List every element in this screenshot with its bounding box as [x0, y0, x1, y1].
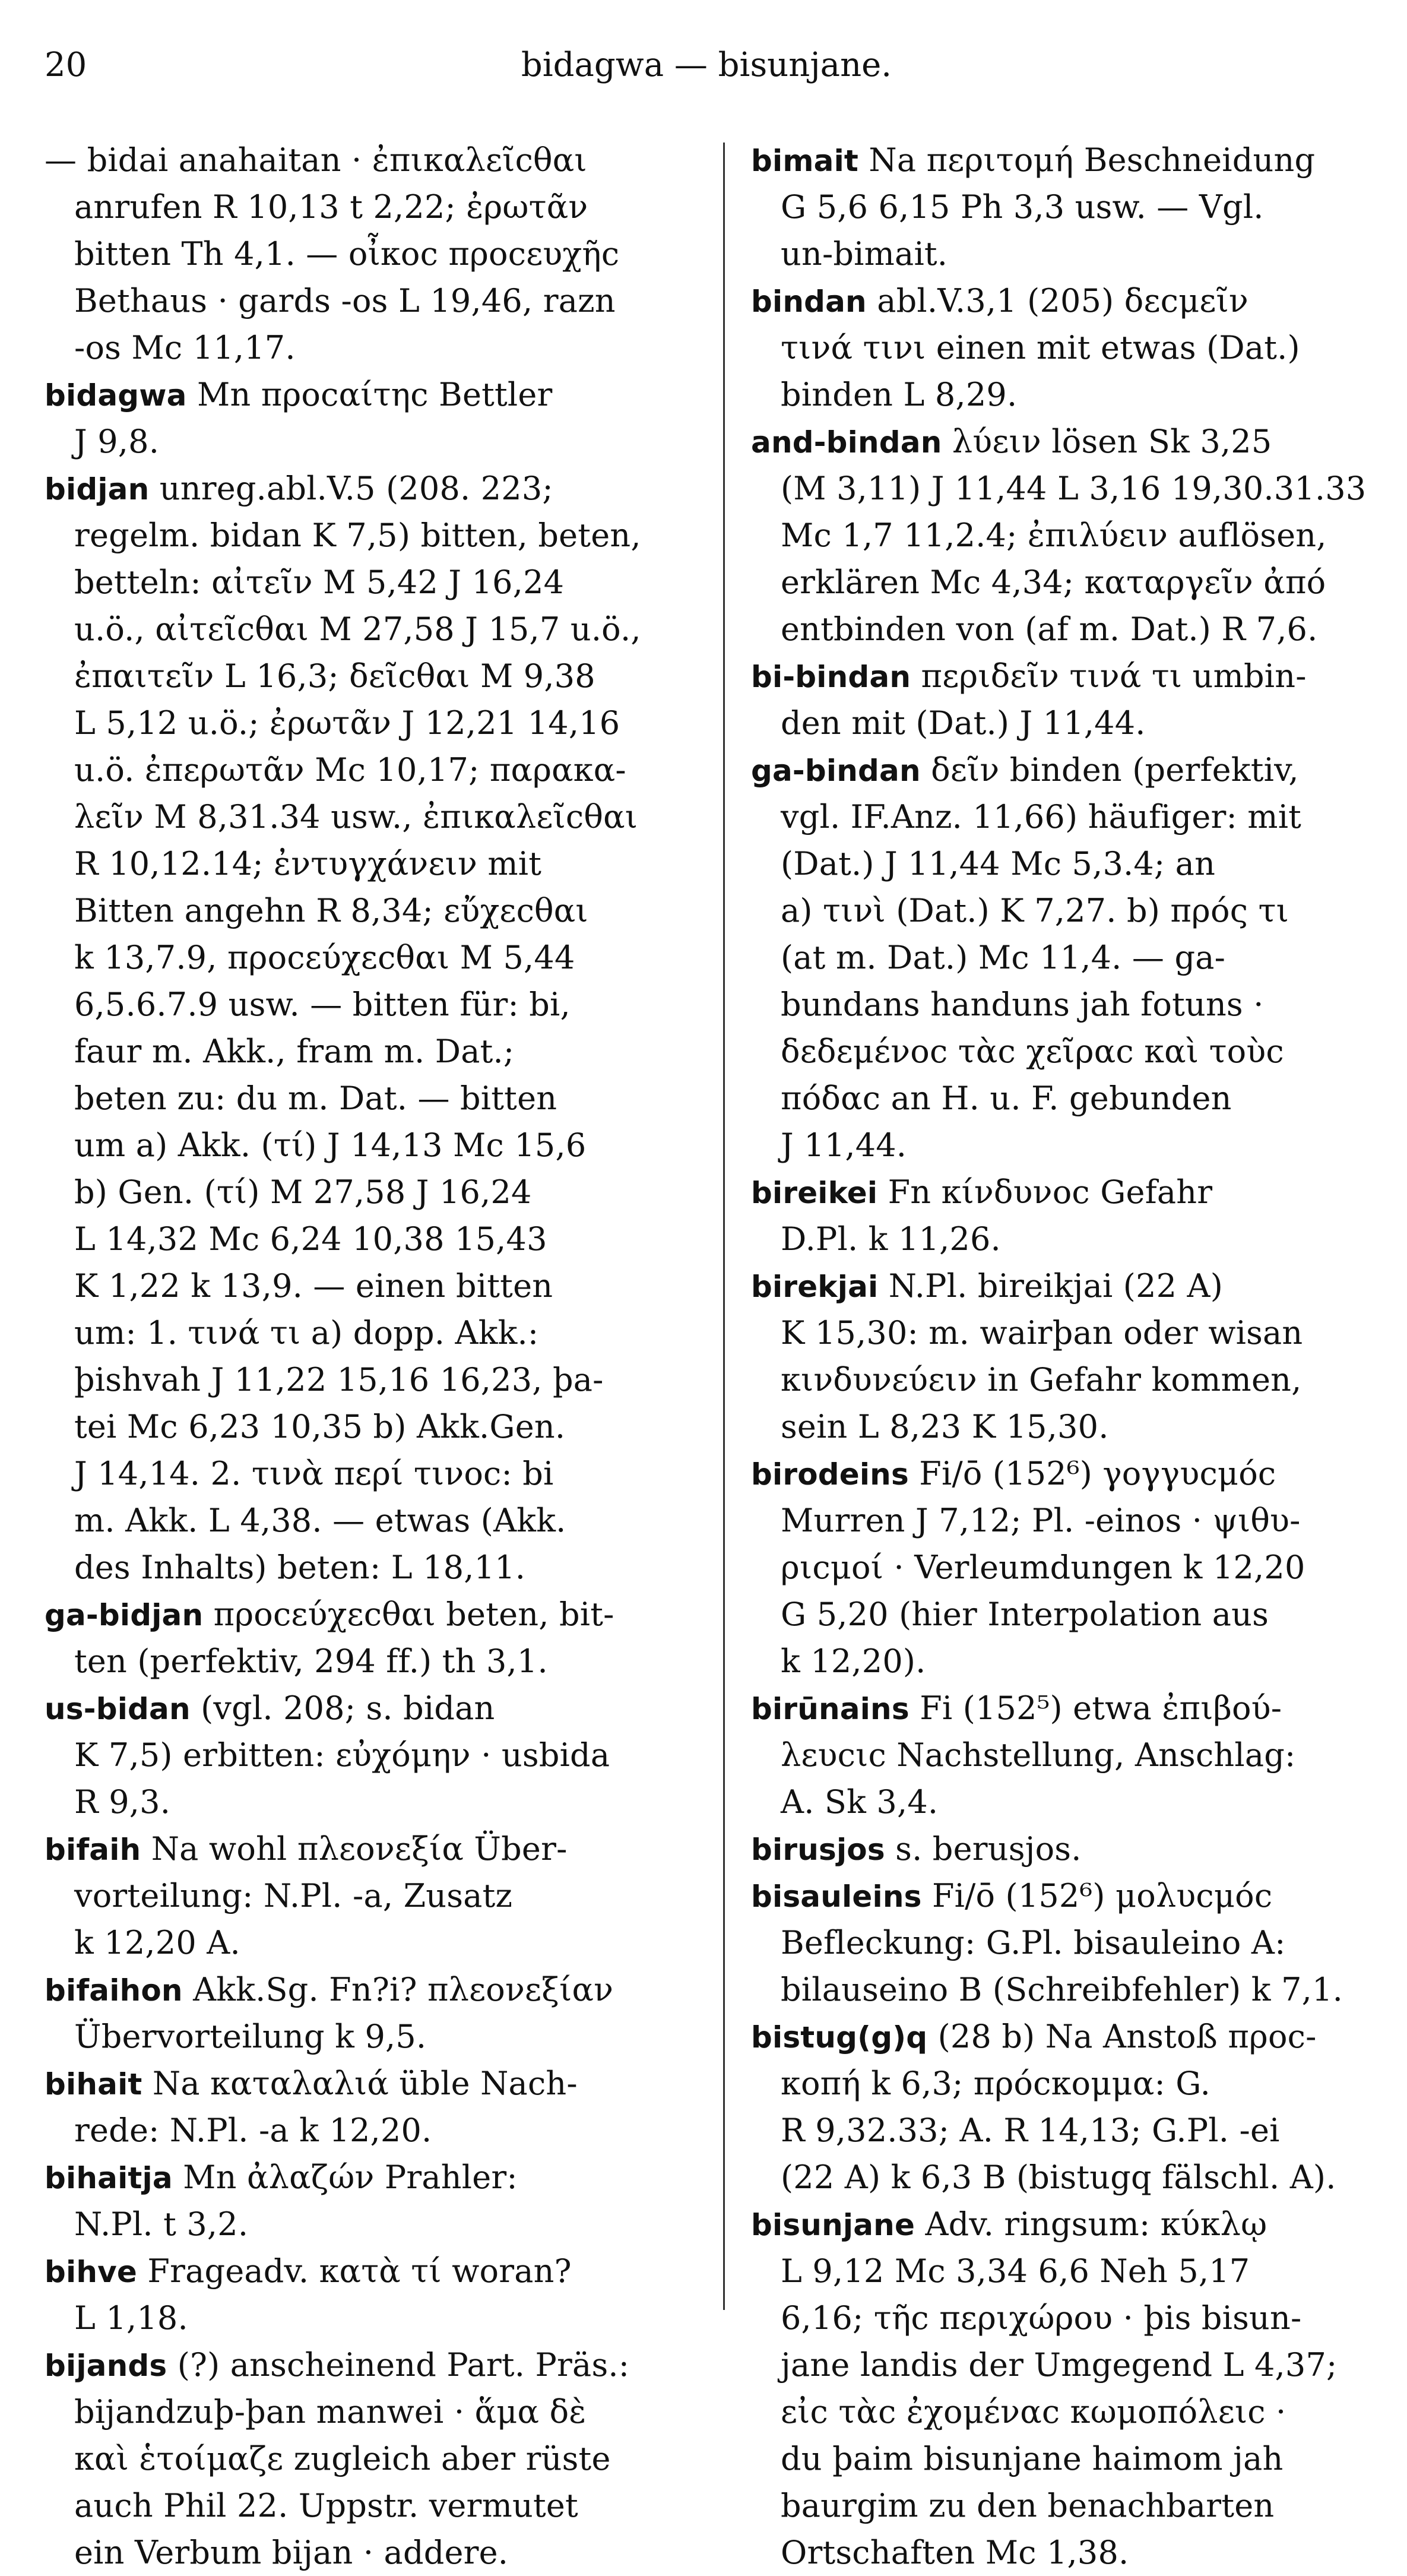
entry-continuation-line	[751, 1732, 1407, 1778]
entry-continuation-line	[751, 183, 1407, 230]
entry-continuation-line	[45, 2529, 706, 2576]
entry-line	[751, 653, 1407, 700]
entry-text: Fi/ō (152⁶) μολυcμόc	[921, 1877, 1273, 1914]
entry-text: (M 3,11) J 11,44 L 3,16 19,30.31.33	[781, 470, 1367, 507]
entry-continuation-line	[751, 2295, 1407, 2341]
entry-continuation-line	[45, 1919, 706, 1966]
entry-text: regelm. bidan K 7,5) bitten, beten,	[74, 517, 641, 554]
entry-text: ἐπαιτεῖν L 16,3; δεῖcθαι M 9,38	[74, 657, 595, 695]
entry-text: b) Gen. (τί) M 27,58 J 16,24	[74, 1173, 532, 1211]
entry-line	[751, 2013, 1407, 2060]
entry-continuation-line	[751, 606, 1407, 653]
entry-continuation-line	[45, 230, 706, 277]
entry-text: Murren J 7,12; Pl. -einos · ψιθυ-	[781, 1502, 1301, 1539]
entry-line	[45, 2248, 706, 2295]
entry-continuation-line	[751, 1919, 1407, 1966]
entry-line	[45, 1825, 706, 1872]
entry-text: (22 A) k 6,3 B (bistugq fälschl. A).	[781, 2159, 1336, 2196]
entry-continuation-line	[751, 1075, 1407, 1122]
entry-line	[45, 465, 706, 512]
entry-text: m. Akk. L 4,38. — etwas (Akk.	[74, 1502, 566, 1539]
entry-continuation-line	[45, 746, 706, 793]
entry-text: 6,5.6.7.9 usw. — bitten für: bi,	[74, 986, 571, 1023]
entry-continuation-line	[751, 2341, 1407, 2388]
entry-text: R 9,32.33; A. R 14,13; G.Pl. -ei	[781, 2112, 1280, 2149]
entry-text: εἰc τὰc ἐχομέναc κωμοπόλειc ·	[781, 2393, 1286, 2431]
entry-text: (at m. Dat.) Mc 11,4. — ga-	[781, 939, 1226, 976]
entry-text: des Inhalts) beten: L 18,11.	[74, 1549, 526, 1586]
entry-continuation-line	[45, 559, 706, 606]
entry-text: N.Pl. bireikjai (22 A)	[878, 1267, 1224, 1305]
headword: birūnains	[751, 1692, 910, 1726]
entry-text: anrufen R 10,13 t 2,22; ἐρωτᾶν	[74, 188, 588, 226]
entry-continuation-line	[751, 2154, 1407, 2201]
entry-text: περιδεῖν τινά τι umbin-	[911, 657, 1307, 695]
headword: bifaihon	[45, 1973, 183, 2008]
entry-continuation-line	[751, 371, 1407, 418]
entry-text: faur m. Akk., fram m. Dat.;	[74, 1033, 515, 1070]
entry-text: u.ö. ἐπερωτᾶν Mc 10,17; παρακα-	[74, 751, 626, 789]
entry-text: δεδεμένοc τὰc χεῖραc καὶ τοὺc	[781, 1033, 1284, 1070]
entry-text: 6,16; τῆc περιχώρου · þis bisun-	[781, 2299, 1302, 2337]
entry-text: G 5,20 (hier Interpolation aus	[781, 1596, 1269, 1633]
entry-text: λύειν lösen Sk 3,25	[942, 423, 1272, 460]
entry-line	[45, 2154, 706, 2201]
entry-continuation-line	[45, 2295, 706, 2341]
entry-continuation-line	[751, 1544, 1407, 1591]
entry-text: Bethaus · gards -os L 19,46, razn	[74, 282, 616, 319]
entry-continuation-line	[45, 1216, 706, 1262]
headword: bireikei	[751, 1176, 878, 1210]
entry-text: κινδυνεύειν in Gefahr kommen,	[781, 1361, 1302, 1398]
entry-text: A. Sk 3,4.	[781, 1783, 939, 1821]
entry-text: du þaim bisunjane haimom jah	[781, 2440, 1284, 2477]
entry-text: D.Pl. k 11,26.	[781, 1220, 1001, 1258]
entry-text: ριcμοί · Verleumdungen k 12,20	[781, 1549, 1305, 1586]
entry-text: erklären Mc 4,34; καταργεῖν ἀπό	[781, 564, 1326, 601]
entry-continuation-line	[751, 1403, 1407, 1450]
entry-text: (?) anscheinend Part. Präs.:	[167, 2346, 630, 2384]
left-column	[45, 137, 706, 2576]
entry-line	[751, 1825, 1407, 1872]
entry-text: (Dat.) J 11,44 Mc 5,3.4; an	[781, 845, 1216, 882]
entry-text: καὶ ἑτοίμαζε zugleich aber rüste	[74, 2440, 611, 2477]
entry-continuation-line	[751, 1497, 1407, 1544]
entry-text: -os Mc 11,17.	[74, 329, 296, 366]
entry-text: sein L 8,23 K 15,30.	[781, 1408, 1109, 1445]
entry-text: vgl. IF.Anz. 11,66) häufiger: mit	[781, 798, 1302, 836]
entry-text: rede: N.Pl. -a k 12,20.	[74, 2112, 432, 2149]
entry-continuation-line	[45, 137, 706, 183]
entry-text: J 14,14. 2. τινὰ περί τινοc: bi	[74, 1455, 554, 1492]
entry-continuation-line	[751, 1778, 1407, 1825]
entry-continuation-line	[45, 1075, 706, 1122]
entry-continuation-line	[45, 2482, 706, 2529]
entry-continuation-line	[751, 1028, 1407, 1075]
entry-line	[751, 2201, 1407, 2248]
entry-text: Na wohl πλεονεξία Über-	[141, 1830, 568, 1868]
entry-text: L 14,32 Mc 6,24 10,38 15,43	[74, 1220, 547, 1258]
entry-text: Fi (152⁵) etwa ἐπιβού-	[909, 1689, 1282, 1727]
entry-text: baurgim zu den benachbarten	[781, 2487, 1275, 2524]
entry-text: Übervorteilung k 9,5.	[74, 2018, 427, 2055]
entry-continuation-line	[751, 2388, 1407, 2435]
entry-text: binden L 8,29.	[781, 376, 1018, 413]
entry-continuation-line	[751, 793, 1407, 840]
entry-text: λεῖν M 8,31.34 usw., ἐπικαλεῖcθαι	[74, 798, 638, 836]
entry-text: bilauseino B (Schreibfehler) k 7,1.	[781, 1971, 1343, 2008]
entry-continuation-line	[751, 840, 1407, 887]
entry-text: a) τινὶ (Dat.) K 7,27. b) πρός τι	[781, 892, 1289, 929]
headword: bisauleins	[751, 1879, 922, 1914]
entry-text: bundans handuns jah fotuns ·	[781, 986, 1264, 1023]
entry-text: κοπή k 6,3; πρόcκομμα: G.	[781, 2065, 1211, 2102]
right-column	[751, 137, 1407, 2576]
entry-continuation-line	[751, 934, 1407, 981]
page-header	[45, 42, 1368, 89]
entry-continuation-line	[45, 1544, 706, 1591]
headword: and-bindan	[751, 425, 942, 460]
entry-text: δεῖν binden (perfektiv,	[920, 751, 1299, 789]
entry-text: K 7,5) erbitten: εὐχόμην · usbida	[74, 1736, 610, 1774]
entry-text: beten zu: du m. Dat. — bitten	[74, 1080, 557, 1117]
entry-text: þishvah J 11,22 15,16 16,23, þa-	[74, 1361, 604, 1398]
entry-continuation-line	[45, 2388, 706, 2435]
entry-text: ten (perfektiv, 294 ff.) th 3,1.	[74, 1643, 548, 1680]
entry-text: k 13,7.9, προcεύχεcθαι M 5,44	[74, 939, 575, 976]
entry-continuation-line	[751, 1122, 1407, 1169]
entry-text: Na καταλαλιά üble Nach-	[142, 2065, 578, 2102]
entry-continuation-line	[751, 2248, 1407, 2295]
headword: bihait	[45, 2067, 142, 2102]
headword: bifaih	[45, 1833, 141, 1867]
entry-continuation-line	[45, 1497, 706, 1544]
headword: birekjai	[751, 1270, 879, 1304]
entry-continuation-line	[751, 1966, 1407, 2013]
entry-continuation-line	[751, 1309, 1407, 1356]
entry-text: k 12,20 A.	[74, 1924, 240, 1961]
entry-text: J 9,8.	[74, 423, 160, 460]
headword: bisunjane	[751, 2208, 915, 2242]
entry-text: L 5,12 u.ö.; ἐρωτᾶν J 12,21 14,16	[74, 704, 620, 742]
entry-continuation-line	[751, 1356, 1407, 1403]
entry-text: Mc 1,7 11,2.4; ἐπιλύειν auflösen,	[781, 517, 1327, 554]
entry-line	[45, 371, 706, 418]
entry-continuation-line	[45, 793, 706, 840]
entry-text: τινά τινι einen mit etwas (Dat.)	[781, 329, 1300, 366]
entry-continuation-line	[751, 230, 1407, 277]
entry-text: abl.V.3,1 (205) δεcμεῖν	[866, 282, 1248, 319]
entry-continuation-line	[45, 1778, 706, 1825]
headword: bidagwa	[45, 378, 187, 413]
entry-continuation-line	[45, 1403, 706, 1450]
entry-continuation-line	[45, 1732, 706, 1778]
entry-text: K 1,22 k 13,9. — einen bitten	[74, 1267, 553, 1305]
entry-continuation-line	[45, 2107, 706, 2154]
entry-line	[45, 2341, 706, 2388]
entry-text: k 12,20).	[781, 1643, 926, 1680]
headword: birusjos	[751, 1833, 885, 1867]
entry-line	[45, 1591, 706, 1638]
entry-text: s. berusjos.	[885, 1830, 1082, 1868]
entry-text: u.ö., αἰτεῖcθαι M 27,58 J 15,7 u.ö.,	[74, 610, 641, 648]
entry-text: Adv. ringsum: κύκλῳ	[915, 2205, 1267, 2243]
entry-text: tei Mc 6,23 10,35 b) Akk.Gen.	[74, 1408, 566, 1445]
entry-continuation-line	[751, 1591, 1407, 1638]
entry-continuation-line	[45, 981, 706, 1028]
entry-text: Na περιτομή Beschneidung	[858, 141, 1316, 179]
headword: bidjan	[45, 472, 150, 507]
entry-line	[751, 1685, 1407, 1732]
entry-text: προcεύχεcθαι beten, bit-	[203, 1596, 614, 1633]
entry-text: ein Verbum bijan · addere.	[74, 2534, 509, 2571]
entry-text: Bitten angehn R 8,34; εὔχεcθαι	[74, 892, 588, 929]
entry-text: Mn προcαίτηc Bettler	[186, 376, 553, 413]
entry-text: Fi/ō (152⁶) γογγυcμόc	[908, 1455, 1276, 1492]
entry-continuation-line	[751, 2060, 1407, 2107]
entry-text: R 9,3.	[74, 1783, 171, 1821]
entry-continuation-line	[45, 1356, 706, 1403]
headword: bihve	[45, 2255, 138, 2289]
running-head: bidagwa — bisunjane.	[521, 46, 892, 84]
headword: bi-bindan	[751, 660, 911, 694]
entry-line	[45, 1966, 706, 2013]
entry-line	[45, 1685, 706, 1732]
entry-continuation-line	[45, 1169, 706, 1216]
entry-text: Befleckung: G.Pl. bisauleino A:	[781, 1924, 1286, 1961]
entry-continuation-line	[45, 1872, 706, 1919]
entry-continuation-line	[45, 2435, 706, 2482]
entry-continuation-line	[45, 700, 706, 746]
entry-line	[751, 418, 1407, 465]
entry-text: R 10,12.14; ἐντυγχάνειν mit	[74, 845, 542, 882]
entry-continuation-line	[45, 1450, 706, 1497]
entry-line	[751, 1169, 1407, 1216]
headword: us-bidan	[45, 1692, 191, 1726]
entry-line	[45, 2060, 706, 2107]
headword: ga-bidjan	[45, 1598, 204, 1632]
entry-continuation-line	[45, 2013, 706, 2060]
entry-text: L 9,12 Mc 3,34 6,6 Neh 5,17	[781, 2252, 1250, 2290]
entry-text: (vgl. 208; s. bidan	[190, 1689, 495, 1727]
entry-continuation-line	[751, 2482, 1407, 2529]
entry-continuation-line	[45, 183, 706, 230]
entry-continuation-line	[45, 840, 706, 887]
entry-continuation-line	[751, 1216, 1407, 1262]
entry-text: Fn κίνδυνοc Gefahr	[877, 1173, 1213, 1211]
entry-text: πόδαc an H. u. F. gebunden	[781, 1080, 1232, 1117]
entry-text: Ortschaften Mc 1,38.	[781, 2534, 1129, 2571]
entry-continuation-line	[45, 418, 706, 465]
entry-continuation-line	[751, 2529, 1407, 2576]
headword: bijands	[45, 2349, 167, 2383]
entry-continuation-line	[45, 1638, 706, 1685]
entry-continuation-line	[751, 512, 1407, 559]
entry-text: auch Phil 22. Uppstr. vermutet	[74, 2487, 578, 2524]
headword: bimait	[751, 144, 859, 178]
entry-text: bitten Th 4,1. — οἶκοc προcευχῆc	[74, 235, 620, 273]
entry-text: vorteilung: N.Pl. -a, Zusatz	[74, 1877, 513, 1914]
entry-line	[751, 1872, 1407, 1919]
entry-text: um: 1. τινά τι a) dopp. Akk.:	[74, 1314, 539, 1352]
entry-text: jane landis der Umgegend L 4,37;	[781, 2346, 1338, 2384]
entry-text: entbinden von (af m. Dat.) R 7,6.	[781, 610, 1318, 648]
entry-continuation-line	[45, 1028, 706, 1075]
entry-continuation-line	[45, 1309, 706, 1356]
entry-continuation-line	[751, 1638, 1407, 1685]
entry-text: Frageadv. κατὰ τί woran?	[137, 2252, 572, 2290]
entry-continuation-line	[45, 606, 706, 653]
entry-continuation-line	[45, 1122, 706, 1169]
entry-text: den mit (Dat.) J 11,44.	[781, 704, 1146, 742]
page-number: 20	[45, 46, 87, 84]
entry-text: λευcιc Nachstellung, Anschlag:	[781, 1736, 1296, 1774]
headword: bistug(g)q	[751, 2020, 928, 2055]
entry-continuation-line	[751, 2435, 1407, 2482]
entry-line	[751, 1450, 1407, 1497]
entry-continuation-line	[45, 324, 706, 371]
entry-continuation-line	[751, 700, 1407, 746]
entry-continuation-line	[45, 653, 706, 700]
entry-text: Akk.Sg. Fn?i? πλεονεξίαν	[182, 1971, 614, 2008]
entry-continuation-line	[45, 277, 706, 324]
entry-text: un-bimait.	[781, 235, 948, 273]
entry-line	[751, 1262, 1407, 1309]
entry-text: N.Pl. t 3,2.	[74, 2205, 249, 2243]
headword: ga-bindan	[751, 754, 921, 788]
entry-continuation-line	[751, 465, 1407, 512]
entry-continuation-line	[751, 2107, 1407, 2154]
headword: birodeins	[751, 1457, 909, 1492]
entry-continuation-line	[45, 1262, 706, 1309]
entry-text: J 11,44.	[781, 1126, 907, 1164]
entry-text: G 5,6 6,15 Ph 3,3 usw. — Vgl.	[781, 188, 1264, 226]
entry-text: (28 b) Na Anstoß προc-	[927, 2018, 1317, 2055]
entry-text: betteln: αἰτεῖν M 5,42 J 16,24	[74, 564, 565, 601]
entry-text: um a) Akk. (τί) J 14,13 Mc 15,6	[74, 1126, 587, 1164]
entry-continuation-line	[751, 887, 1407, 934]
entry-continuation-line	[751, 981, 1407, 1028]
entry-line	[751, 746, 1407, 793]
headword: bindan	[751, 284, 867, 319]
entry-continuation-line	[45, 2201, 706, 2248]
entry-continuation-line	[751, 559, 1407, 606]
entry-continuation-line	[751, 324, 1407, 371]
entry-text: K 15,30: m. wairþan oder wisan	[781, 1314, 1303, 1352]
entry-text: Mn ἀλαζών Prahler:	[172, 2159, 518, 2196]
headword: bihaitja	[45, 2161, 173, 2195]
entry-text: — bidai anahaitan · ἐπικαλεῖcθαι	[45, 141, 587, 179]
entry-line	[751, 137, 1407, 183]
entry-continuation-line	[45, 934, 706, 981]
entry-text: L 1,18.	[74, 2299, 188, 2337]
entry-text: bijandzuþ-þan manwei · ἅμα δὲ	[74, 2393, 587, 2431]
entry-continuation-line	[45, 887, 706, 934]
column-divider	[723, 143, 725, 2310]
entry-continuation-line	[45, 512, 706, 559]
entry-line	[751, 277, 1407, 324]
entry-text: unreg.abl.V.5 (208. 223;	[149, 470, 553, 507]
